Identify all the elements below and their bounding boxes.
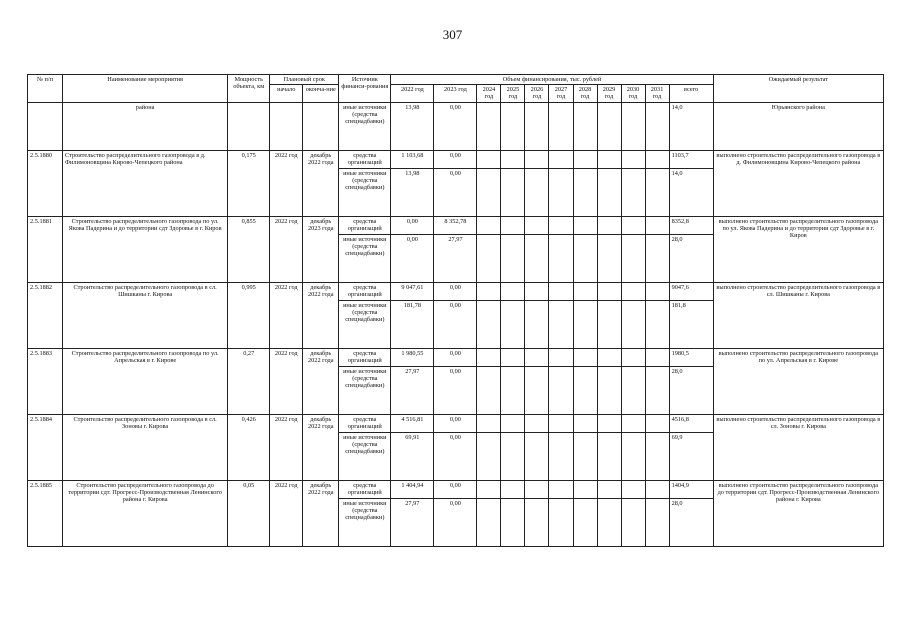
- cell-capacity: 0,855: [228, 216, 270, 282]
- cell-source: средства организаций: [339, 414, 391, 432]
- header-num: № п/п: [28, 75, 63, 103]
- header-capacity: Мощность объекта, км: [228, 75, 270, 103]
- cell-y2022: 1 980,55: [391, 348, 434, 366]
- header-total: всего: [669, 85, 713, 102]
- cell-y2022: 9 047,61: [391, 282, 434, 300]
- header-year: 2027 год: [549, 85, 573, 102]
- cell-capacity: 0,175: [228, 150, 270, 216]
- cell-y2023: 0,00: [434, 366, 477, 414]
- cell-num: 2.5.1881: [28, 216, 63, 282]
- cell-source: средства организаций: [339, 282, 391, 300]
- cell-start: 2022 год: [270, 480, 303, 546]
- cell-y2023: 0,00: [434, 168, 477, 216]
- cell-start: 2022 год: [270, 282, 303, 348]
- cell-source: иные источники (средства спецнадбавки): [339, 366, 391, 414]
- cell-y2023: 0,00: [434, 348, 477, 366]
- table-body: [28, 102, 884, 546]
- cell-name: Строительство распределительного газопровода в сл. Шишканы г. Кирова: [63, 282, 228, 348]
- header-year: 2031 год: [645, 85, 669, 102]
- header-year: 2026 год: [525, 85, 549, 102]
- table-header: [28, 75, 884, 103]
- cell-y2023: 0,00: [434, 432, 477, 480]
- cell-end: декабрь 2022 года: [303, 150, 339, 216]
- table-row: [28, 480, 884, 498]
- funding-table: [27, 74, 884, 547]
- table-row: [28, 150, 884, 168]
- cell-name: Строительство распределительного газопровода до территории сдт. Прогресс-Производственная Ленинского района г. Кирова: [63, 480, 228, 546]
- table-row: [28, 282, 884, 300]
- cell-num: 2.5.1884: [28, 414, 63, 480]
- table-row: [28, 216, 884, 234]
- cell-total: 1404,9: [669, 480, 713, 498]
- cell-source: иные источники (средства спецнадбавки): [339, 168, 391, 216]
- cell-num: 2.5.1880: [28, 150, 63, 216]
- cell-source: иные источники (средства спецнадбавки): [339, 102, 391, 150]
- cell-end: декабрь 2022 года: [303, 480, 339, 546]
- header-end: оконча-ние: [303, 85, 339, 102]
- cell-y2022: 0,00: [391, 234, 434, 282]
- cell-y2022: 1 404,94: [391, 480, 434, 498]
- header-year: 2030 год: [621, 85, 645, 102]
- cell-end: декабрь 2022 года: [303, 348, 339, 414]
- cell-capacity: 0,426: [228, 414, 270, 480]
- cell-y2022: 13,98: [391, 102, 434, 150]
- cell-source: иные источники (средства спецнадбавки): [339, 234, 391, 282]
- cell-total: 9047,6: [669, 282, 713, 300]
- cell-num: 2.5.1883: [28, 348, 63, 414]
- header-year: 2023 год: [434, 85, 477, 102]
- cell-result: выполнено строительство распределительного газопровода по ул. Якова Падерина и до территории сдт Здоровье в г. Киров: [713, 216, 883, 282]
- cell-y2022: 69,91: [391, 432, 434, 480]
- cell-name: района: [63, 102, 228, 150]
- cell-y2022: 4 516,81: [391, 414, 434, 432]
- cell-source: средства организаций: [339, 216, 391, 234]
- page-number: 307: [442, 27, 463, 42]
- cell-source: иные источники (средства спецнадбавки): [339, 300, 391, 348]
- header-source: Источник финанси-рования: [339, 75, 391, 103]
- cell-source: средства организаций: [339, 480, 391, 498]
- cell-name: Строительство распределительного газопровода в д. Филимоновщина Кирово-Чепецкого района: [63, 150, 228, 216]
- cell-y2023: 0,00: [434, 300, 477, 348]
- cell-result: выполнено строительство распределительного газопровода в д. Филимоновщина Кирово-Чепецкого района: [713, 150, 883, 216]
- header-planned: Плановый срок: [270, 75, 339, 85]
- cell-source: средства организаций: [339, 150, 391, 168]
- cell-capacity: 0,27: [228, 348, 270, 414]
- header-result: Ожидаемый результат: [713, 75, 883, 103]
- cell-total: 4516,8: [669, 414, 713, 432]
- cell-capacity: 0,995: [228, 282, 270, 348]
- cell-end: декабрь 2022 года: [303, 414, 339, 480]
- header-year: 2029 год: [597, 85, 621, 102]
- header-year: 2022 год: [391, 85, 434, 102]
- cell-start: 2022 год: [270, 216, 303, 282]
- header-year: 2025 год: [501, 85, 525, 102]
- cell-num: 2.5.1882: [28, 282, 63, 348]
- cell-total: 1980,5: [669, 348, 713, 366]
- header-year: 2024 год: [477, 85, 501, 102]
- cell-y2022: 27,97: [391, 498, 434, 546]
- cell-name: Строительство распределительного газопровода по ул. Якова Падерина и до территории сдт Здоровье в г. Киров: [63, 216, 228, 282]
- cell-y2023: 0,00: [434, 414, 477, 432]
- cell-y2023: 0,00: [434, 282, 477, 300]
- cell-y2022: 13,98: [391, 168, 434, 216]
- cell-total: 14,0: [669, 102, 713, 150]
- cell-total: 181,8: [669, 300, 713, 348]
- cell-start: 2022 год: [270, 150, 303, 216]
- cell-total: 28,0: [669, 234, 713, 282]
- cell-start: 2022 год: [270, 348, 303, 414]
- table-row: [28, 414, 884, 432]
- cell-y2023: 0,00: [434, 150, 477, 168]
- cell-total: 28,0: [669, 498, 713, 546]
- table-row: [28, 348, 884, 366]
- cell-y2023: 0,00: [434, 480, 477, 498]
- cell-y2023: 0,00: [434, 498, 477, 546]
- cell-total: 8352,8: [669, 216, 713, 234]
- cell-capacity: 0,05: [228, 480, 270, 546]
- cell-source: средства организаций: [339, 348, 391, 366]
- cell-end: декабрь 2023 года: [303, 216, 339, 282]
- header-start: начало: [270, 85, 303, 102]
- header-year: 2028 год: [573, 85, 597, 102]
- cell-total: 1103,7: [669, 150, 713, 168]
- cell-y2022: 1 103,68: [391, 150, 434, 168]
- cell-source: иные источники (средства спецнадбавки): [339, 498, 391, 546]
- cell-result: выполнено строительство распределительного газопровода до территории сдт. Прогресс-Производственная Ленинского района г. Кирова: [713, 480, 883, 546]
- header-name: Наименование мероприятия: [63, 75, 228, 103]
- cell-num: 2.5.1885: [28, 480, 63, 546]
- cell-total: 14,0: [669, 168, 713, 216]
- table-row-continuation: [28, 102, 884, 150]
- header-funding: Объем финансирования, тыс. рублей: [391, 75, 713, 85]
- cell-total: 69,9: [669, 432, 713, 480]
- cell-result: выполнено строительство распределительного газопровода в сл. Шишканы г. Кирова: [713, 282, 883, 348]
- cell-result: выполнено строительство распределительного газопровода по ул. Апрельская в г. Кирове: [713, 348, 883, 414]
- cell-start: 2022 год: [270, 414, 303, 480]
- cell-source: иные источники (средства спецнадбавки): [339, 432, 391, 480]
- cell-total: 28,0: [669, 366, 713, 414]
- cell-y2023: 27,97: [434, 234, 477, 282]
- cell-y2023: 8 352,78: [434, 216, 477, 234]
- cell-name: Строительство распределительного газопровода в сл. Зоновы г. Кирова: [63, 414, 228, 480]
- cell-result: выполнено строительство распределительного газопровода в сл. Зоновы г. Кирова: [713, 414, 883, 480]
- cell-end: декабрь 2022 года: [303, 282, 339, 348]
- cell-y2022: 181,78: [391, 300, 434, 348]
- cell-y2023: 0,00: [434, 102, 477, 150]
- cell-name: Строительство распределительного газопровода по ул. Апрельская в г. Кирове: [63, 348, 228, 414]
- cell-result: Юрьянского района: [713, 102, 883, 150]
- cell-y2022: 27,97: [391, 366, 434, 414]
- cell-y2022: 0,00: [391, 216, 434, 234]
